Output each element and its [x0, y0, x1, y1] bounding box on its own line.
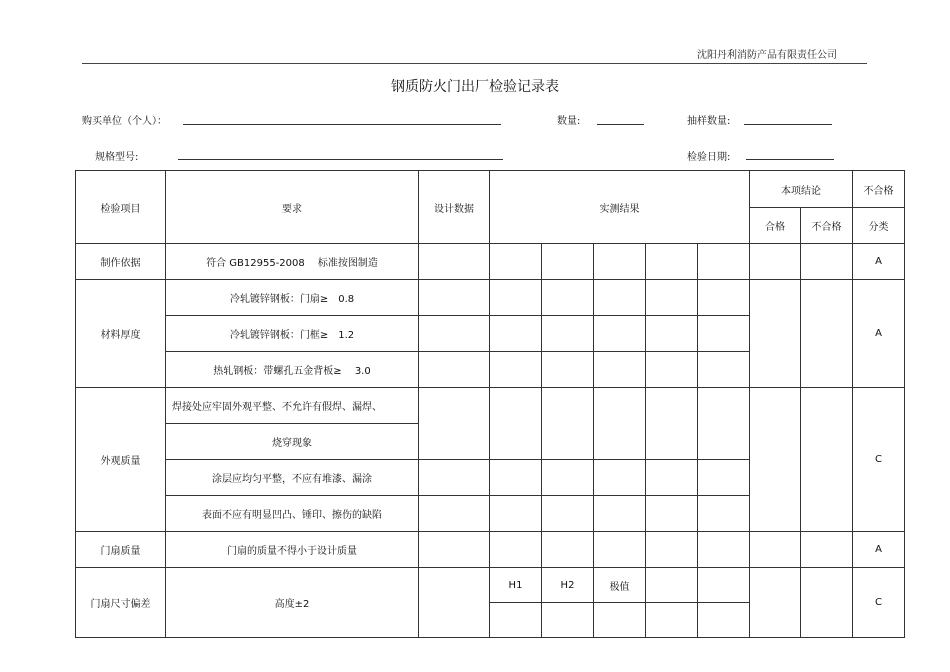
header-fail: 不合格: [801, 208, 853, 244]
table-row: [76, 568, 905, 603]
class-cell: C: [853, 568, 905, 638]
class-cell: A: [853, 532, 905, 568]
table-row: [76, 244, 905, 280]
inspection-date-label: 检验日期:: [687, 152, 731, 163]
company-name: 沈阳丹利消防产品有限责任公司: [697, 50, 837, 61]
row-requirement-cont: 烧穿现象: [166, 424, 419, 460]
h2-label: H2: [542, 568, 594, 603]
spec-model-label: 规格型号:: [95, 152, 139, 163]
class-cell: A: [853, 244, 905, 280]
row-item: 门扇尺寸偏差: [76, 568, 166, 638]
row-requirement: 高度±2: [166, 568, 419, 638]
design-cell[interactable]: [419, 244, 490, 280]
extreme-label: 极值: [594, 568, 646, 603]
row-requirement: 热轧钢板：带螺孔五金背板≥ 3.0: [166, 352, 419, 388]
h1-label: H1: [490, 568, 542, 603]
quantity-field[interactable]: [597, 124, 644, 125]
header-pass: 合格: [750, 208, 801, 244]
table-row: [76, 280, 905, 316]
header-design-data: 设计数据: [419, 171, 490, 244]
row-item: 外观质量: [76, 388, 166, 532]
class-cell: C: [853, 388, 905, 532]
pass-cell[interactable]: [750, 532, 801, 568]
page-title: 钢质防火门出厂检验记录表: [391, 79, 559, 95]
sample-quantity-label: 抽样数量:: [687, 116, 731, 127]
spec-model-field[interactable]: [178, 159, 503, 160]
table-row: [76, 532, 905, 568]
buyer-label: 购买单位（个人）：: [82, 116, 167, 127]
header-measured: 实测结果: [490, 171, 750, 244]
header-item: 检验项目: [76, 171, 166, 244]
quantity-label: 数量:: [557, 116, 581, 127]
row-requirement: 涂层应均匀平整，不应有堆漆、漏涂: [166, 460, 419, 496]
header-rule: [82, 63, 867, 64]
pass-cell[interactable]: [750, 280, 801, 388]
pass-cell[interactable]: [750, 244, 801, 280]
class-cell: A: [853, 280, 905, 388]
row-requirement: 表面不应有明显凹凸、锤印、擦伤的缺陷: [166, 496, 419, 532]
row-requirement: 符合 GB12955-2008 标准按图制造: [166, 244, 419, 280]
inspection-date-field[interactable]: [746, 159, 834, 160]
fail-cell[interactable]: [801, 532, 853, 568]
row-requirement: 冷轧镀锌钢板：门框≥ 1.2: [166, 316, 419, 352]
row-requirement: 焊接处应牢固外观平整、不允许有假焊、漏焊、: [166, 388, 419, 424]
buyer-field[interactable]: [183, 124, 501, 125]
table-row: [76, 388, 905, 424]
inspection-table: [75, 170, 905, 638]
row-item: 制作依据: [76, 244, 166, 280]
header-nonconform-1: 不合格: [853, 171, 905, 208]
row-item: 门扇质量: [76, 532, 166, 568]
fail-cell[interactable]: [801, 280, 853, 388]
row-item: 材料厚度: [76, 280, 166, 388]
header-conclusion: 本项结论: [750, 171, 853, 208]
header-nonconform-2: 分类: [853, 208, 905, 244]
sample-quantity-field[interactable]: [744, 124, 832, 125]
header-requirement: 要求: [166, 171, 419, 244]
fail-cell[interactable]: [801, 244, 853, 280]
pass-cell[interactable]: [750, 568, 801, 638]
row-requirement: 冷轧镀锌钢板：门扇≥ 0.8: [166, 280, 419, 316]
pass-cell[interactable]: [750, 388, 801, 532]
row-requirement: 门扇的质量不得小于设计质量: [166, 532, 419, 568]
fail-cell[interactable]: [801, 568, 853, 638]
fail-cell[interactable]: [801, 388, 853, 532]
